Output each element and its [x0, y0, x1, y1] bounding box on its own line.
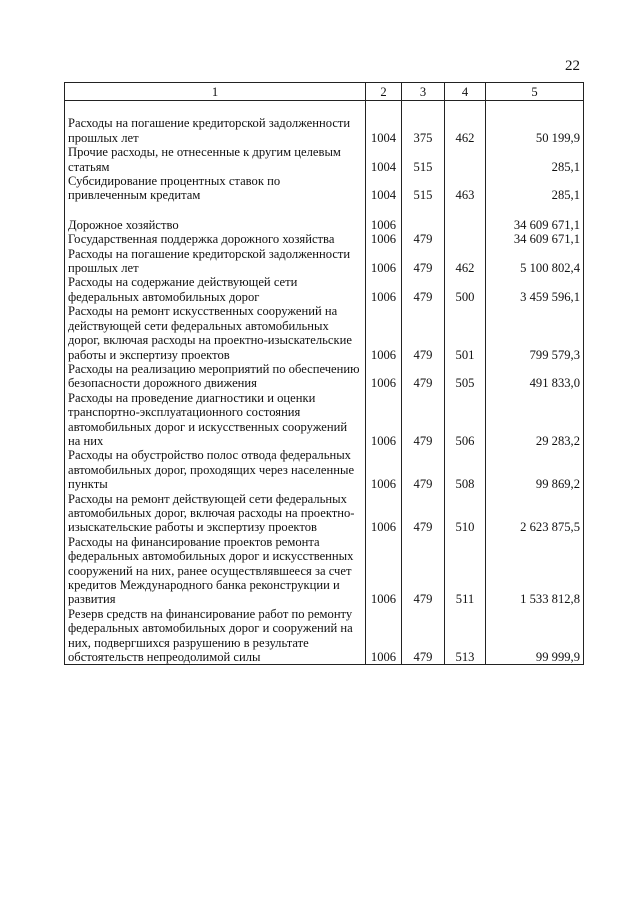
section-code-cell: 1006	[366, 362, 402, 391]
expense-type-cell: 505	[445, 362, 486, 391]
expense-name-cell: Расходы на ремонт действующей сети федеральных автомобильных дорог, включая расходы на проектно-изыскательские работы и экспертизу проектов	[65, 492, 366, 535]
target-article-cell: 515	[402, 174, 445, 203]
expense-name-cell: Расходы на реализацию мероприятий по обеспечению безопасности дорожного движения	[65, 362, 366, 391]
expense-type-cell: 506	[445, 391, 486, 449]
section-code-cell: 1006	[366, 492, 402, 535]
section-code-cell: 1006	[366, 607, 402, 665]
section-code-cell: 1006	[366, 448, 402, 491]
page-number: 22	[565, 58, 580, 74]
amount-cell: 2 623 875,5	[486, 492, 584, 535]
section-code-cell: 1006	[366, 247, 402, 276]
section-code-cell: 1006	[366, 535, 402, 607]
empty-cell	[486, 101, 584, 117]
budget-table	[64, 82, 584, 665]
target-article-cell: 479	[402, 607, 445, 665]
expense-name-cell: Расходы на ремонт искусственных сооружений на действующей сети федеральных автомобильных дорог, включая расходы на проектно-изыскательские работы и экспертизу проектов	[65, 304, 366, 362]
expense-name-cell: Резерв средств на финансирование работ по ремонту федеральных автомобильных дорог и сооружений на них, подвергшихся разрушению в результате обстоятельств непреодолимой силы	[65, 607, 366, 665]
expense-name-cell: Прочие расходы, не отнесенные к другим целевым статьям	[65, 145, 366, 174]
expense-type-cell	[445, 218, 486, 232]
amount-cell: 285,1	[486, 174, 584, 203]
amount-cell: 29 283,2	[486, 391, 584, 449]
table-body	[65, 101, 584, 665]
section-code-cell: 1006	[366, 275, 402, 304]
expense-name-cell: Расходы на погашение кредиторской задолженности прошлых лет	[65, 116, 366, 145]
expense-type-cell: 462	[445, 116, 486, 145]
column-header-3: 3	[402, 83, 445, 101]
expense-name-cell: Дорожное хозяйство	[65, 218, 366, 232]
amount-cell: 799 579,3	[486, 304, 584, 362]
empty-cell	[366, 203, 402, 218]
target-article-cell: 479	[402, 535, 445, 607]
empty-cell	[402, 203, 445, 218]
expense-name-cell: Расходы на содержание действующей сети федеральных автомобильных дорог	[65, 275, 366, 304]
expense-type-cell: 463	[445, 174, 486, 203]
empty-cell	[366, 101, 402, 117]
expense-type-cell: 462	[445, 247, 486, 276]
table-row	[65, 304, 584, 362]
column-header-2: 2	[366, 83, 402, 101]
target-article-cell: 479	[402, 391, 445, 449]
table-header-row	[65, 83, 584, 101]
amount-cell: 34 609 671,1	[486, 232, 584, 246]
table-row	[65, 116, 584, 145]
amount-cell: 1 533 812,8	[486, 535, 584, 607]
table-row	[65, 247, 584, 276]
table-row	[65, 145, 584, 174]
expense-name-cell: Субсидирование процентных ставок по привлеченным кредитам	[65, 174, 366, 203]
amount-cell: 491 833,0	[486, 362, 584, 391]
target-article-cell	[402, 218, 445, 232]
empty-cell	[486, 203, 584, 218]
expense-type-cell	[445, 145, 486, 174]
empty-cell	[65, 203, 366, 218]
expense-type-cell: 508	[445, 448, 486, 491]
amount-cell: 3 459 596,1	[486, 275, 584, 304]
amount-cell: 99 999,9	[486, 607, 584, 665]
section-code-cell: 1006	[366, 391, 402, 449]
empty-cell	[445, 101, 486, 117]
expense-type-cell: 501	[445, 304, 486, 362]
table-row	[65, 174, 584, 203]
table-row	[65, 218, 584, 232]
table-row	[65, 607, 584, 665]
table-row	[65, 448, 584, 491]
expense-name-cell: Расходы на проведение диагностики и оценки транспортно-эксплуатационного состояния автомобильных дорог и искусственных сооружений на них	[65, 391, 366, 449]
target-article-cell: 479	[402, 275, 445, 304]
expense-name-cell: Расходы на финансирование проектов ремонта федеральных автомобильных дорог и искусственных сооружений на них, ранее осуществлявшееся за счет кредитов Международного банка реконструкции и развития	[65, 535, 366, 607]
target-article-cell: 479	[402, 362, 445, 391]
section-code-cell: 1006	[366, 232, 402, 246]
expense-type-cell: 511	[445, 535, 486, 607]
column-header-5: 5	[486, 83, 584, 101]
table-row	[65, 275, 584, 304]
target-article-cell: 515	[402, 145, 445, 174]
expense-name-cell: Расходы на обустройство полос отвода федеральных автомобильных дорог, проходящих через населенные пункты	[65, 448, 366, 491]
table-row	[65, 535, 584, 607]
column-header-4: 4	[445, 83, 486, 101]
amount-cell: 34 609 671,1	[486, 218, 584, 232]
section-code-cell: 1006	[366, 304, 402, 362]
target-article-cell: 479	[402, 304, 445, 362]
section-code-cell: 1006	[366, 218, 402, 232]
amount-cell: 99 869,2	[486, 448, 584, 491]
expense-type-cell: 513	[445, 607, 486, 665]
table-row	[65, 362, 584, 391]
expense-type-cell	[445, 232, 486, 246]
target-article-cell: 479	[402, 247, 445, 276]
section-code-cell: 1004	[366, 145, 402, 174]
table-spacer-row	[65, 101, 584, 117]
expense-type-cell: 510	[445, 492, 486, 535]
expense-name-cell: Расходы на погашение кредиторской задолженности прошлых лет	[65, 247, 366, 276]
table-row	[65, 391, 584, 449]
empty-cell	[65, 101, 366, 117]
amount-cell: 285,1	[486, 145, 584, 174]
expense-type-cell: 500	[445, 275, 486, 304]
empty-cell	[402, 101, 445, 117]
target-article-cell: 479	[402, 448, 445, 491]
target-article-cell: 479	[402, 492, 445, 535]
expense-name-cell: Государственная поддержка дорожного хозяйства	[65, 232, 366, 246]
target-article-cell: 375	[402, 116, 445, 145]
column-header-1: 1	[65, 83, 366, 101]
section-code-cell: 1004	[366, 116, 402, 145]
table-row	[65, 492, 584, 535]
target-article-cell: 479	[402, 232, 445, 246]
amount-cell: 50 199,9	[486, 116, 584, 145]
table-row	[65, 232, 584, 246]
section-code-cell: 1004	[366, 174, 402, 203]
empty-cell	[445, 203, 486, 218]
table-spacer-row	[65, 203, 584, 218]
amount-cell: 5 100 802,4	[486, 247, 584, 276]
